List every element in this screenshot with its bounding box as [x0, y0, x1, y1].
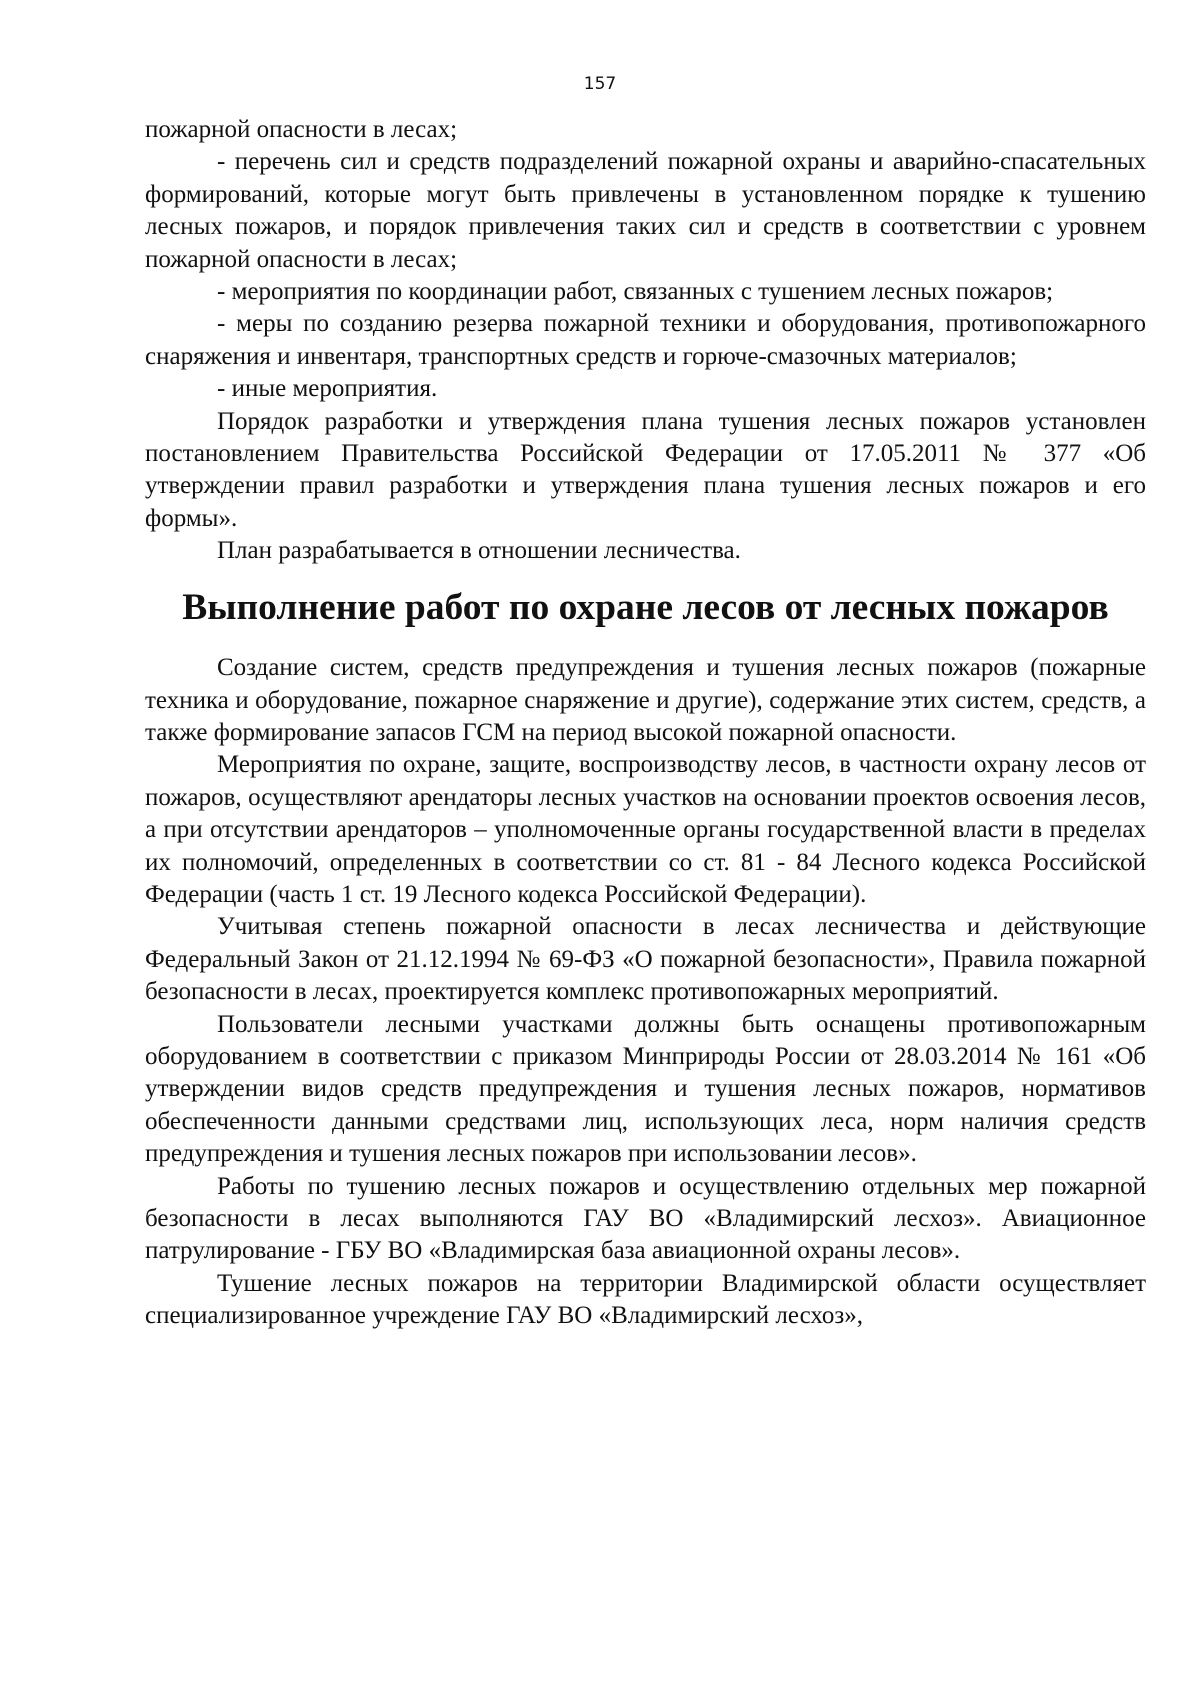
paragraph-plan-scope: План разрабатывается в отношении лесничества. — [217, 537, 741, 565]
paragraph-reserve: - меры по созданию резерва пожарной техники и оборудования, противопожарного снаряжения и инвентаря, транспортных средств и горюче-смазочных материалов; — [145, 310, 1146, 370]
paragraph-forces-list: - перечень сил и средств подразделений пожарной охраны и аварийно-спасательных формирований, которые могут быть привлечены в установленном порядке к тушению лесных пожаров, и порядок привлечения таких сил и средств в соответствии с уровнем пожарной опасности в лесах; — [145, 148, 1146, 273]
paragraph-fire-law: Учитывая степень пожарной опасности в лесах лесничества и действующие Федеральный Закон от 21.12.1994 № 69-ФЗ «О пожарной безопасности», Правила пожарной безопасности в лесах, проектируется комплекс противопожарных мероприятий. — [145, 913, 1146, 1006]
paragraph-responsible-parties: Мероприятия по охране, защите, воспроизводству лесов, в частности охрану лесов от пожаров, осуществляют арендаторы лесных участков на основании проектов освоения лесов, а при отсутствии арендаторов – уполномоченные органы государственной власти в пределах их полномочий, определенных в соответствии со ст. 81 - 84 Лесного кодекса Российской Федерации (часть 1 ст. 19 Лесного кодекса Российской Федерации). — [145, 751, 1146, 908]
paragraph-works-executor: Работы по тушению лесных пожаров и осуществлению отдельных мер пожарной безопасности в лесах выполняются ГАУ ВО «Владимирский лесхоз». Авиационное патрулирование - ГБУ ВО «Владимирская база авиационной охраны лесов». — [145, 1172, 1146, 1265]
paragraph-equipment-order: Пользователи лесными участками должны быть оснащены противопожарным оборудованием в соответствии с приказом Минприроды России от 28.03.2014 № 161 «Об утверждении видов средств предупреждения и тушения лесных пожаров, нормативов обеспеченности данными средствами лиц, использующих леса, норм наличия средств предупреждения и тушения лесных пожаров при использовании лесов». — [145, 1010, 1146, 1168]
paragraph-plan-procedure: Порядок разработки и утверждения плана тушения лесных пожаров установлен постановлением Правительства Российской Федерации от 17.05.2011 № 377 «Об утверждении правил разработки и утверждения плана тушения лесных пожаров и его формы». — [145, 407, 1146, 532]
page-body — [145, 114, 1146, 1333]
paragraph-systems: Создание систем, средств предупреждения и тушения лесных пожаров (пожарные техника и оборудование, пожарное снаряжение и другие), содержание этих систем, средств, а также формирование запасов ГСМ на период высокой пожарной опасности. — [145, 654, 1146, 746]
section-heading: Выполнение работ по охране лесов от лесных пожаров — [182, 586, 1109, 628]
paragraph-firefighting-agency: Тушение лесных пожаров на территории Владимирской области осуществляет специализированное учреждение ГАУ ВО «Владимирский лесхоз», — [145, 1269, 1146, 1330]
page-number: 157 — [583, 74, 617, 94]
paragraph-continuation: пожарной опасности в лесах; — [145, 116, 458, 143]
paragraph-coordination: - мероприятия по координации работ, связанных с тушением лесных пожаров; — [217, 278, 1054, 306]
paragraph-other-measures: - иные мероприятия. — [217, 375, 438, 403]
